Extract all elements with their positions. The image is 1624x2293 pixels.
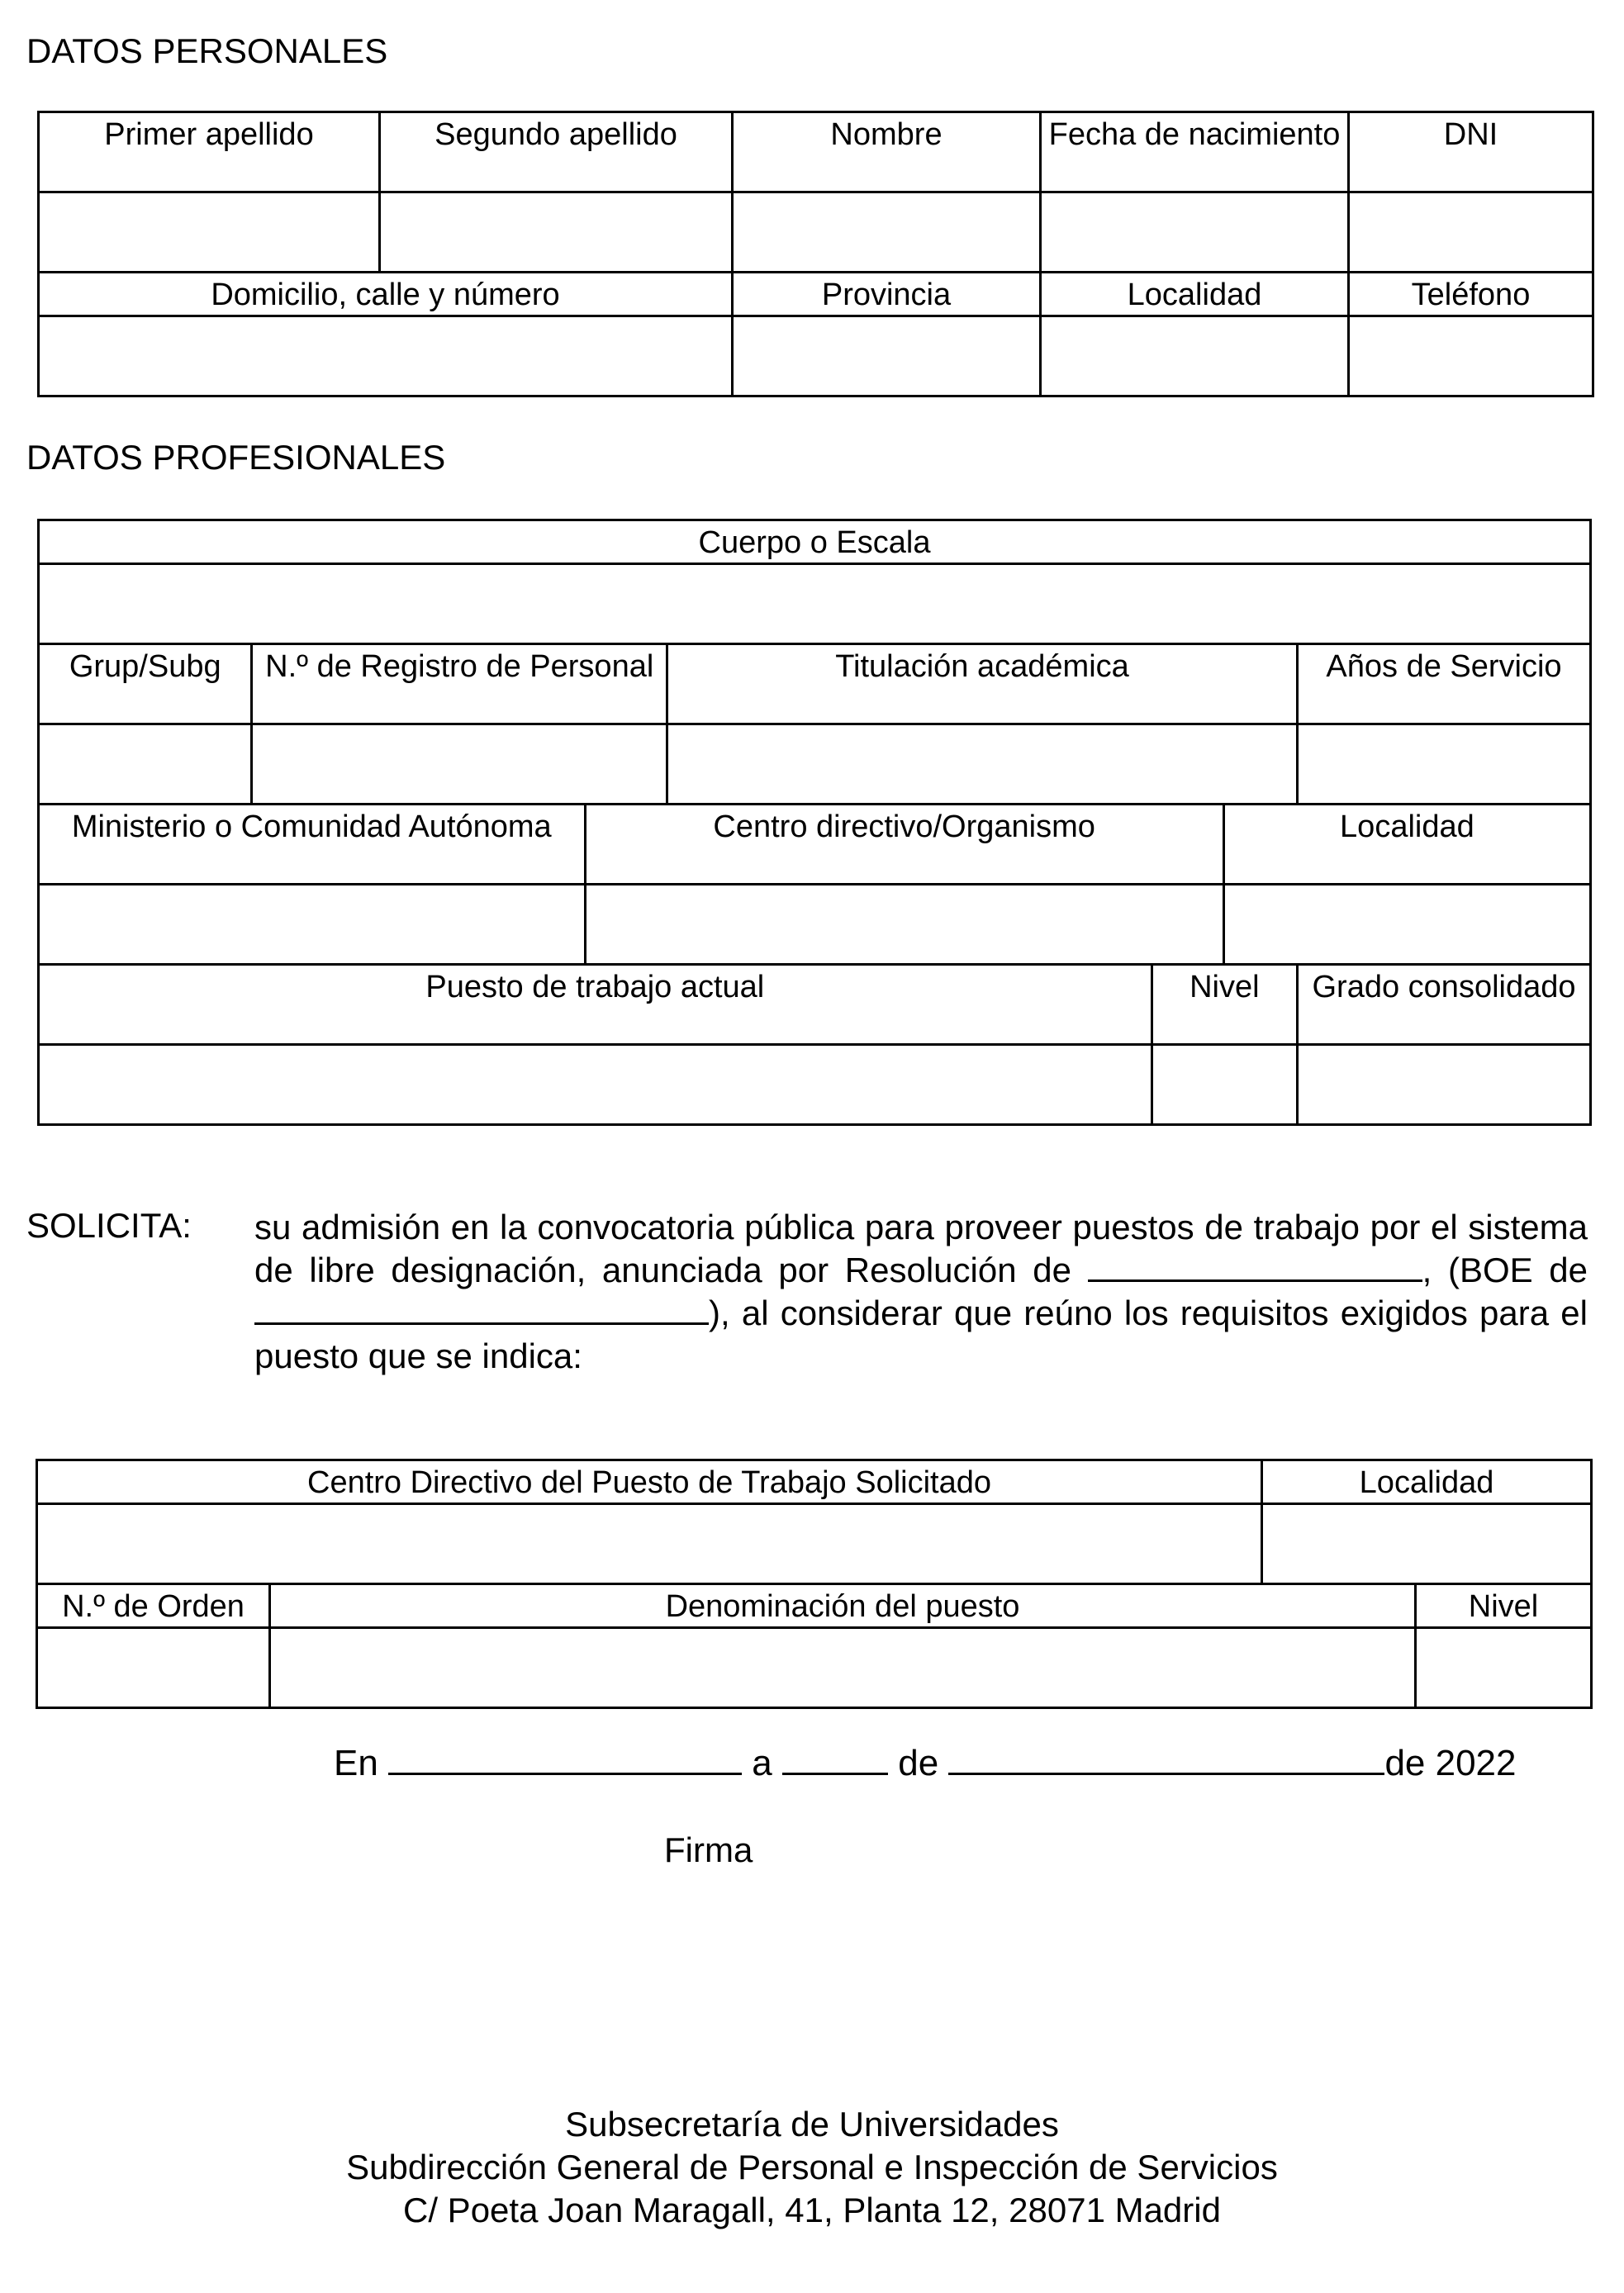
header-telefono: Teléfono [1349,273,1593,316]
fecha-nacimiento-field[interactable] [1041,192,1349,273]
localidad-profesional-field[interactable] [1223,885,1590,965]
cuerpo-escala-field[interactable] [39,564,1591,644]
localidad-field[interactable] [1041,316,1349,396]
header-localidad: Localidad [1041,273,1349,316]
header-registro-personal: N.º de Registro de Personal [252,644,667,724]
date-en-label: En [334,1743,378,1783]
day-blank[interactable] [782,1745,888,1775]
puesto-actual-field[interactable] [39,1045,1152,1125]
header-numero-orden: N.º de Orden [37,1584,270,1628]
nivel-solicitado-field[interactable] [1416,1628,1592,1708]
header-centro-directivo: Centro directivo/Organismo [585,805,1223,885]
footer [0,2103,1624,2232]
header-nivel-solicitado: Nivel [1416,1584,1592,1628]
header-titulacion: Titulación académica [667,644,1297,724]
datos-personales-heading: DATOS PERSONALES [26,31,388,70]
header-segundo-apellido: Segundo apellido [380,112,733,192]
provincia-field[interactable] [733,316,1041,396]
solicita-text [254,1206,1588,1378]
header-provincia: Provincia [733,273,1041,316]
centro-directivo-solicitado-field[interactable] [37,1504,1262,1584]
header-nombre: Nombre [733,112,1041,192]
registro-personal-field[interactable] [252,724,667,805]
domicilio-field[interactable] [39,316,733,396]
puesto-solicitado-table [36,1459,1593,1709]
header-localidad-profesional: Localidad [1223,805,1590,885]
firma-label: Firma [664,1830,753,1869]
header-grado-consolidado: Grado consolidado [1298,965,1591,1045]
datos-profesionales-heading: DATOS PROFESIONALES [26,438,446,477]
header-denominacion-puesto: Denominación del puesto [270,1584,1416,1628]
header-ministerio: Ministerio o Comunidad Autónoma [39,805,586,885]
grup-subg-field[interactable] [39,724,252,805]
header-grup-subg: Grup/Subg [39,644,252,724]
header-primer-apellido: Primer apellido [39,112,380,192]
header-nivel: Nivel [1152,965,1297,1045]
nombre-field[interactable] [733,192,1041,273]
datos-profesionales-table [37,519,1592,1126]
date-de-label: de [898,1743,939,1783]
header-fecha-nacimiento: Fecha de nacimiento [1041,112,1349,192]
grado-consolidado-field[interactable] [1298,1045,1591,1125]
header-anos-servicio: Años de Servicio [1298,644,1591,724]
header-localidad-solicitado: Localidad [1262,1460,1592,1504]
place-blank[interactable] [388,1745,742,1775]
ministerio-field[interactable] [39,885,586,965]
footer-line-2: Subdirección General de Personal e Inspección de Servicios [346,2148,1278,2186]
header-domicilio: Domicilio, calle y número [39,273,733,316]
solicita-label: SOLICITA: [26,1206,192,1245]
primer-apellido-field[interactable] [39,192,380,273]
footer-line-1: Subsecretaría de Universidades [565,2105,1059,2143]
date-year-label: de 2022 [1384,1743,1517,1783]
date-a-label: a [752,1743,772,1783]
header-puesto-actual: Puesto de trabajo actual [39,965,1152,1045]
solicita-text-part3: (BOE de [1447,1251,1588,1289]
month-blank[interactable] [948,1745,1384,1775]
header-cuerpo-escala: Cuerpo o Escala [39,520,1591,564]
solicita-text-part1: su admisión en la convocatoria pública para proveer puestos de trabajo por el sistema de libre designación, anunciada por Resolución de [254,1208,1588,1289]
date-line [334,1743,1517,1784]
footer-line-3: C/ Poeta Joan Maragall, 41, Planta 12, 28071 Madrid [403,2191,1221,2229]
nivel-field[interactable] [1152,1045,1297,1125]
anos-servicio-field[interactable] [1298,724,1591,805]
datos-personales-table [37,111,1594,397]
dni-field[interactable] [1349,192,1593,273]
header-dni: DNI [1349,112,1593,192]
solicita-text-part2: , [1422,1251,1432,1289]
solicita-text-part4: ), al considerar que reúno los requisitos exigidos para el puesto que se indica: [254,1294,1588,1375]
centro-directivo-field[interactable] [585,885,1223,965]
segundo-apellido-field[interactable] [380,192,733,273]
denominacion-puesto-field[interactable] [270,1628,1416,1708]
telefono-field[interactable] [1349,316,1593,396]
resolucion-blank[interactable] [1088,1250,1422,1282]
titulacion-field[interactable] [667,724,1297,805]
localidad-solicitado-field[interactable] [1262,1504,1592,1584]
boe-blank[interactable] [254,1293,709,1325]
header-centro-directivo-solicitado: Centro Directivo del Puesto de Trabajo Solicitado [37,1460,1262,1504]
numero-orden-field[interactable] [37,1628,270,1708]
